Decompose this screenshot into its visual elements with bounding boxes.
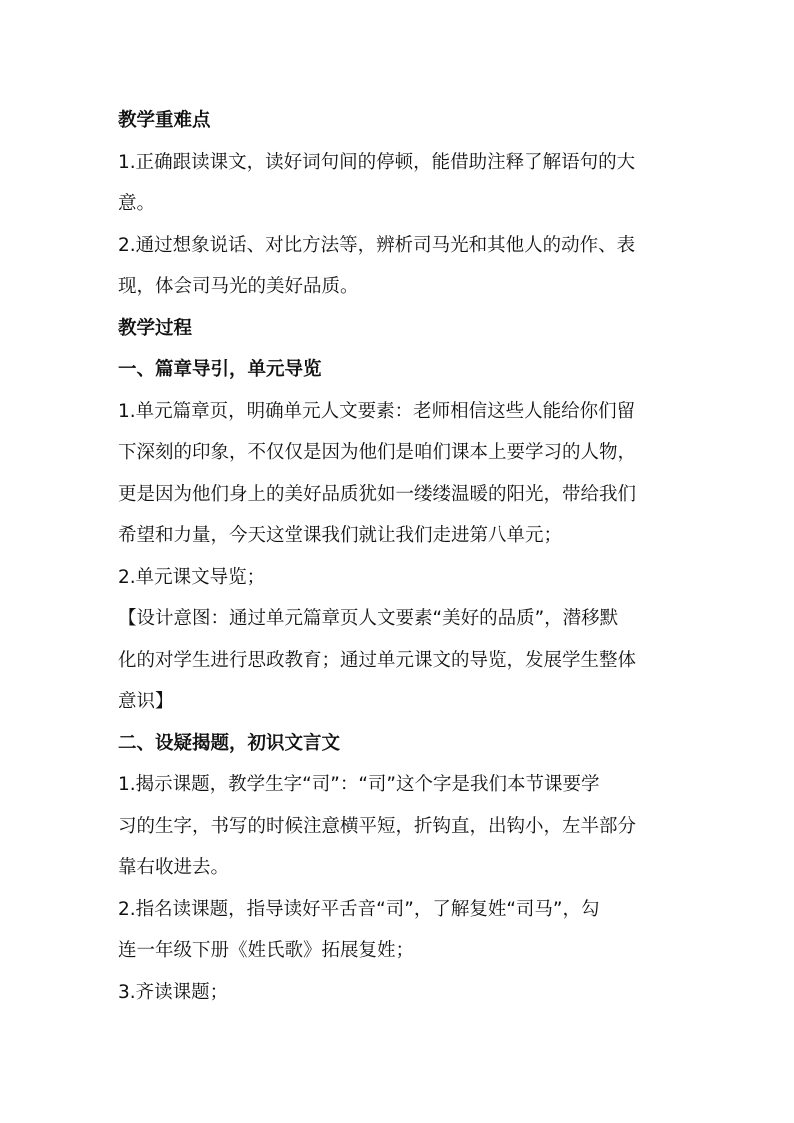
paragraph-line: 连一年级下册《姓氏歌》拓展复姓； <box>118 940 415 961</box>
paragraph-line: 下深刻的印象，不仅仅是因为他们是咱们课本上要学习的人物， <box>118 442 637 463</box>
paragraph <box>118 557 678 599</box>
paragraph-line: 1.正确跟读课文，读好词句间的停顿，能借助注释了解语句的大 <box>118 151 636 173</box>
paragraph-line: 1.单元篇章页，明确单元人文要素：老师相信这些人能给你们留 <box>118 400 636 422</box>
paragraph <box>118 972 678 1014</box>
section-heading <box>118 723 678 765</box>
section-heading <box>118 100 678 142</box>
paragraph-line: 2.单元课文导览； <box>118 566 266 588</box>
paragraph <box>118 764 678 889</box>
paragraph-line: 化的对学生进行思政教育；通过单元课文的导览，发展学生整体 <box>118 649 637 671</box>
section-heading <box>118 308 678 350</box>
paragraph-line: 意。 <box>118 193 156 214</box>
paragraph-line: 习的生字，书写的时候注意横平短，折钩直，出钩小，左半部分 <box>118 815 637 837</box>
paragraph-line: 3.齐读课题； <box>118 981 229 1003</box>
paragraph <box>118 391 678 557</box>
heading-text: 教学过程 <box>118 317 193 339</box>
heading-text: 教学重难点 <box>118 110 211 131</box>
document-page <box>118 100 678 1013</box>
paragraph <box>118 225 678 308</box>
paragraph-line: 意识】 <box>118 691 174 712</box>
heading-text: 二、设疑揭题，初识文言文 <box>118 732 341 754</box>
paragraph-line: 2.通过想象说话、对比方法等，辨析司马光和其他人的动作、表 <box>118 234 636 256</box>
paragraph-line: 2.指名读课题，指导读好平舌音“司”，了解复姓“司马”，勾 <box>118 898 600 920</box>
paragraph <box>118 598 678 723</box>
paragraph-line: 靠右收进去。 <box>118 857 230 878</box>
paragraph <box>118 889 678 972</box>
paragraph-line: 更是因为他们身上的美好品质犹如一缕缕温暖的阳光，带给我们 <box>118 483 637 505</box>
heading-text: 一、篇章导引，单元导览 <box>118 359 322 380</box>
paragraph-line: 1.揭示课题，教学生字“司”：“司”这个字是我们本节课要学 <box>118 774 600 795</box>
paragraph-line: 希望和力量，今天这堂课我们就让我们走进第八单元； <box>118 525 563 546</box>
paragraph <box>118 142 678 225</box>
paragraph-line: 【设计意图：通过单元篇章页人文要素“美好的品质”，潜移默 <box>118 608 619 629</box>
section-heading <box>118 349 678 391</box>
paragraph-line: 现，体会司马光的美好品质。 <box>118 276 359 297</box>
